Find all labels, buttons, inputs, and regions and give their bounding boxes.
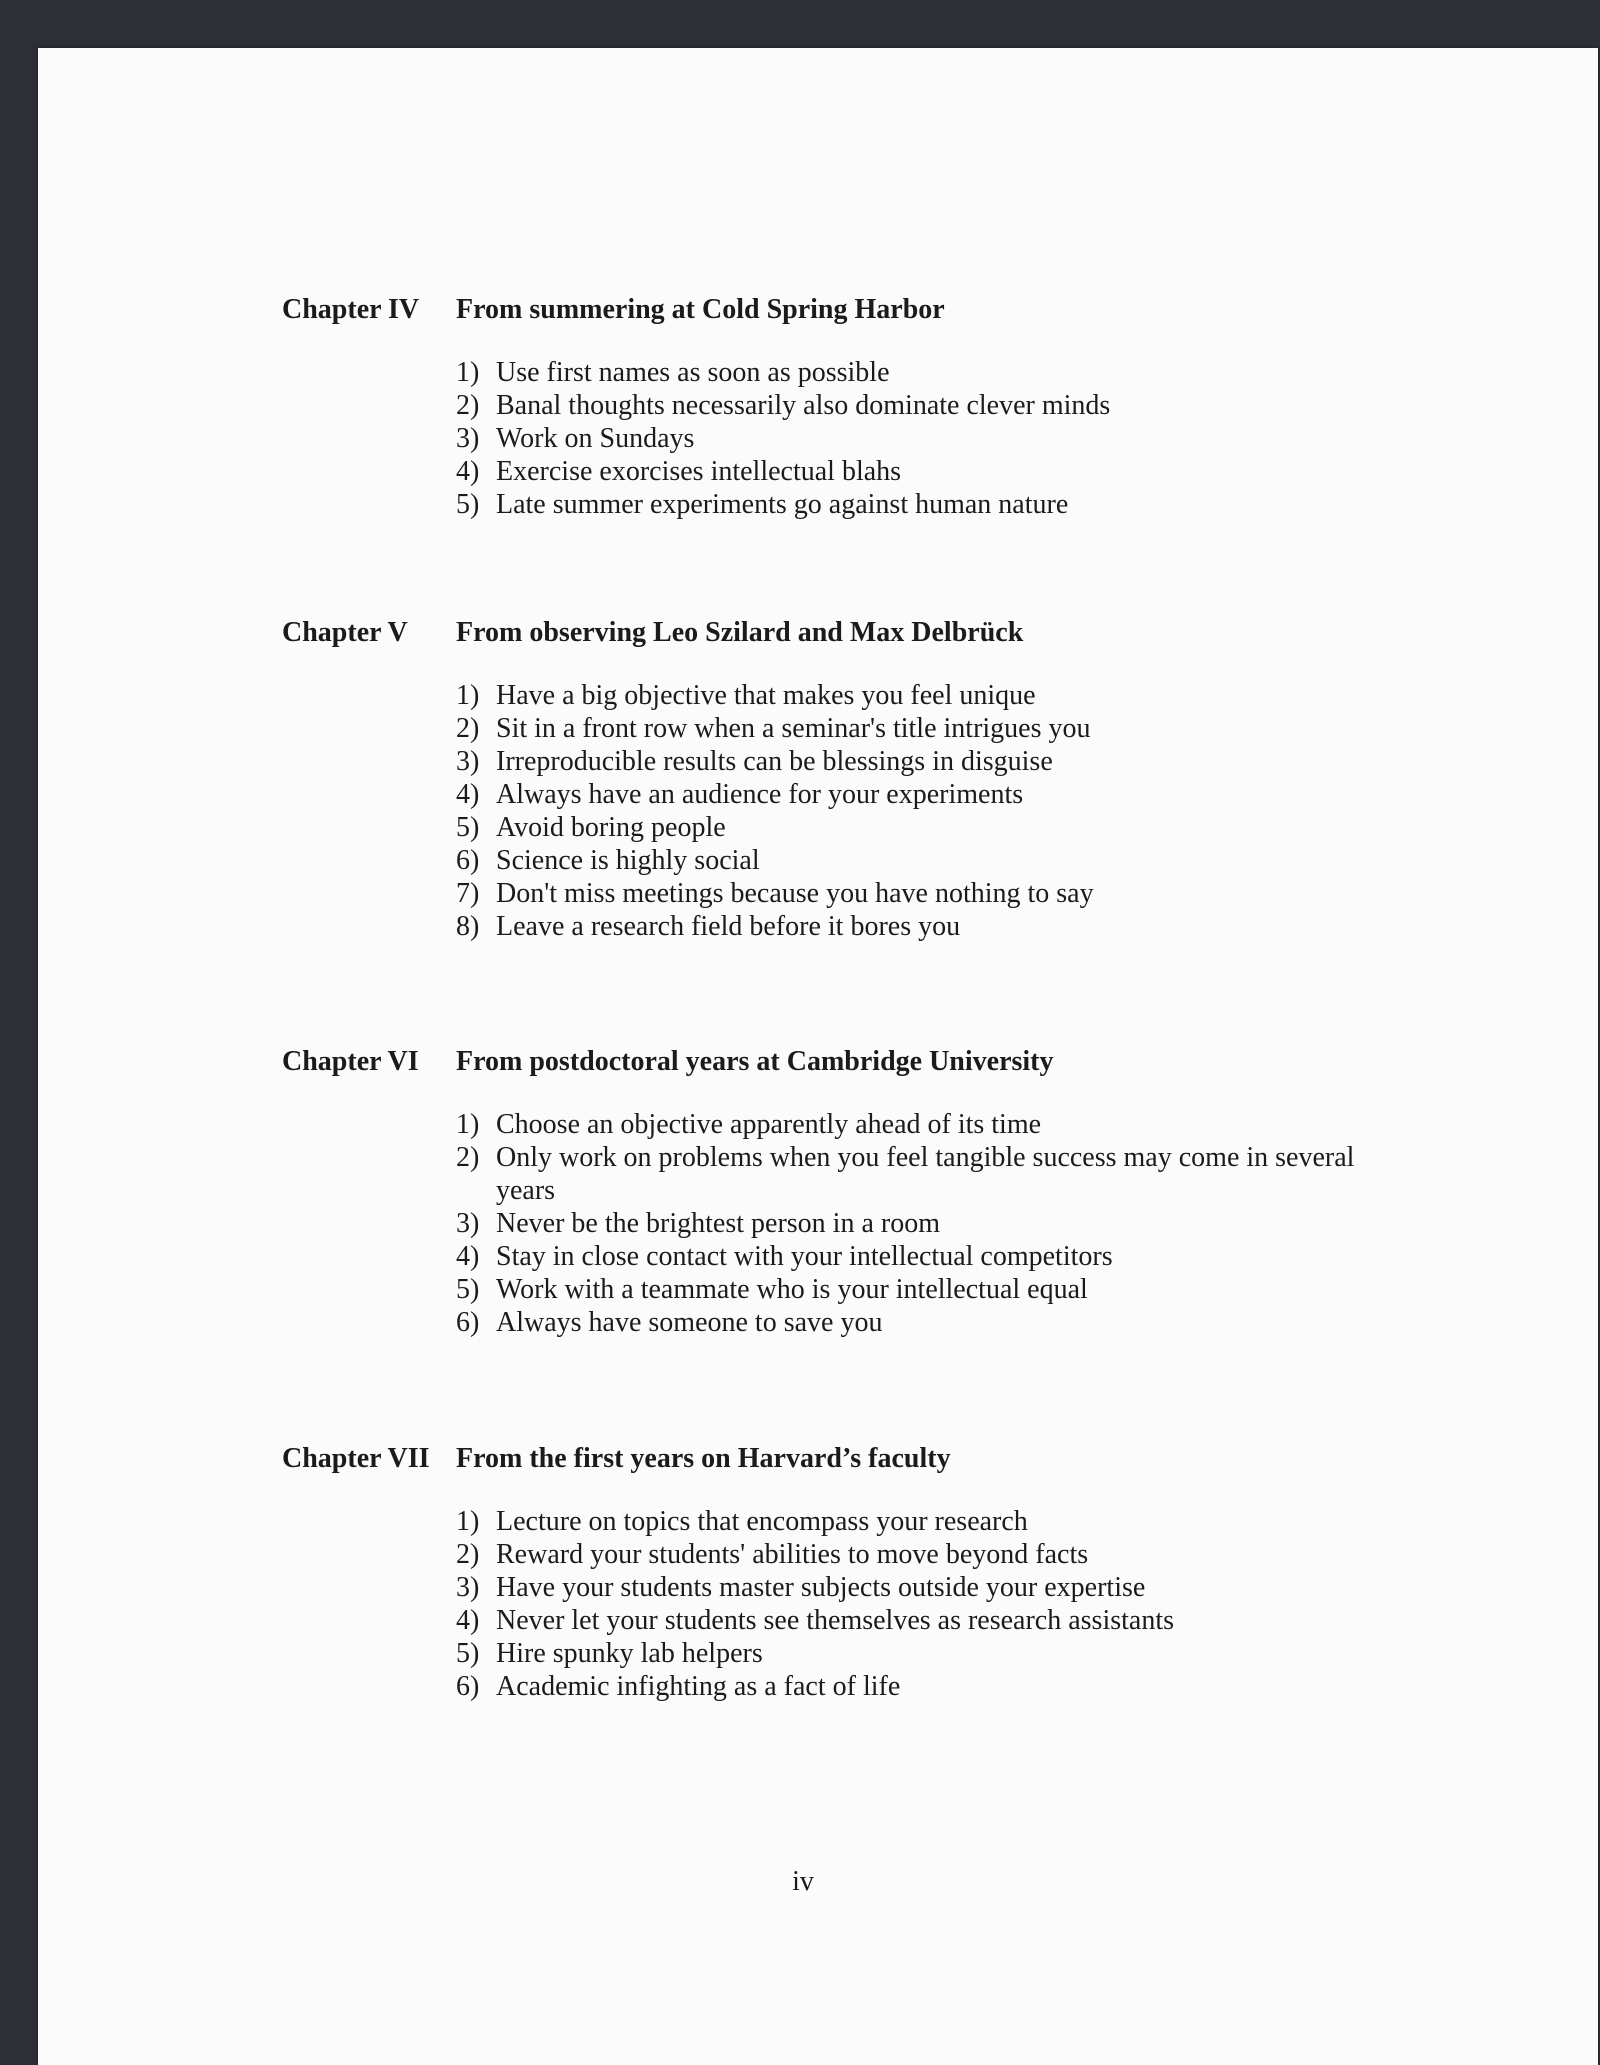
list-item [456,1505,1356,1538]
item-text: Stay in close contact with your intellectual competitors [496,1241,1113,1272]
list-item [456,877,1356,910]
item-number: 2) [456,1539,480,1570]
item-text: Don't miss meetings because you have nothing to say [496,878,1094,909]
list-item [456,745,1356,778]
item-text: Work with a teammate who is your intellectual equal [496,1274,1088,1305]
lesson-list [456,1505,1356,1703]
list-item [456,712,1356,745]
item-text: Always have an audience for your experiments [496,779,1024,810]
item-text: Irreproducible results can be blessings in disguise [496,746,1053,777]
lesson-list [456,356,1356,521]
item-text: Leave a research field before it bores you [496,911,961,942]
list-item [456,1141,1356,1207]
lesson-list [456,679,1356,943]
list-item [456,1571,1356,1604]
chapter-label: Chapter V [282,617,408,648]
item-number: 5) [456,489,480,520]
item-text: Never let your students see themselves as research assistants [496,1605,1175,1636]
chapter-title: From postdoctoral years at Cambridge University [456,1046,1054,1077]
item-number: 1) [456,680,480,711]
item-number: 6) [456,1671,480,1702]
list-item [456,389,1356,422]
chapter-label: Chapter IV [282,294,420,325]
item-text: Exercise exorcises intellectual blahs [496,456,902,487]
list-item [456,1240,1356,1273]
chapter-label: Chapter VI [282,1046,419,1077]
list-item [456,455,1356,488]
item-number: 5) [456,1274,480,1305]
chapter-title: From the first years on Harvard’s faculty [456,1443,951,1474]
item-number: 4) [456,779,480,810]
list-item [456,1306,1356,1339]
list-item [456,811,1356,844]
item-number: 4) [456,1241,480,1272]
lesson-list [456,1108,1356,1339]
list-item [456,1108,1356,1141]
list-item [456,1538,1356,1571]
chapter-title: From observing Leo Szilard and Max Delbrück [456,617,1024,648]
item-text: Avoid boring people [496,812,726,843]
item-text: Only work on problems when you feel tangible success may come in several years [496,1142,1355,1206]
item-number: 2) [456,1142,480,1173]
item-text: Never be the brightest person in a room [496,1208,940,1239]
item-number: 8) [456,911,480,942]
list-item [456,1604,1356,1637]
item-text: Banal thoughts necessarily also dominate clever minds [496,390,1111,421]
item-number: 3) [456,423,480,454]
document-page [38,48,1598,2065]
item-number: 1) [456,1506,480,1537]
item-number: 2) [456,390,480,421]
item-text: Work on Sundays [496,423,695,454]
list-item [456,356,1356,389]
item-text: Late summer experiments go against human nature [496,489,1069,520]
list-item [456,778,1356,811]
item-number: 7) [456,878,480,909]
item-number: 3) [456,1572,480,1603]
item-number: 5) [456,812,480,843]
list-item [456,679,1356,712]
list-item [456,1670,1356,1703]
item-text: Science is highly social [496,845,760,876]
item-text: Choose an objective apparently ahead of its time [496,1109,1042,1140]
chapter-label: Chapter VII [282,1443,430,1474]
item-number: 3) [456,1208,480,1239]
list-item [456,422,1356,455]
page-number: iv [792,1866,814,1897]
item-number: 1) [456,1109,480,1140]
list-item [456,1637,1356,1670]
item-text: Lecture on topics that encompass your research [496,1506,1028,1537]
item-text: Have your students master subjects outside your expertise [496,1572,1146,1603]
list-item [456,910,1356,943]
item-number: 4) [456,1605,480,1636]
item-number: 1) [456,357,480,388]
list-item [456,1273,1356,1306]
item-number: 5) [456,1638,480,1669]
item-text: Always have someone to save you [496,1307,883,1338]
list-item [456,1207,1356,1240]
item-text: Sit in a front row when a seminar's title intrigues you [496,713,1091,744]
item-text: Use first names as soon as possible [496,357,890,388]
item-text: Academic infighting as a fact of life [496,1671,901,1702]
item-number: 3) [456,746,480,777]
item-number: 4) [456,456,480,487]
item-number: 6) [456,1307,480,1338]
item-text: Have a big objective that makes you feel unique [496,680,1036,711]
list-item [456,488,1356,521]
chapter-title: From summering at Cold Spring Harbor [456,294,945,325]
item-number: 6) [456,845,480,876]
item-number: 2) [456,713,480,744]
item-text: Hire spunky lab helpers [496,1638,763,1669]
list-item [456,844,1356,877]
item-text: Reward your students' abilities to move beyond facts [496,1539,1089,1570]
